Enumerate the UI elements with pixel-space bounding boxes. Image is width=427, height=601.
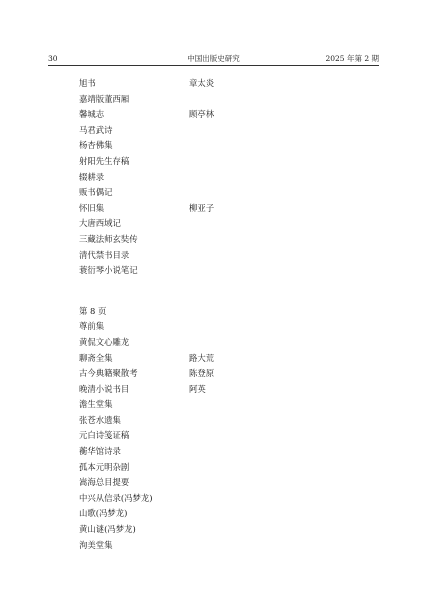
page-number: 30 (48, 54, 58, 63)
book-author: 顾亭林 (189, 109, 215, 120)
book-list-group-1 (79, 76, 215, 279)
book-title: 马君武诗 (79, 124, 113, 135)
book-list (79, 76, 215, 553)
list-item (79, 382, 206, 398)
book-title: 澹生堂集 (79, 399, 113, 410)
list-item (79, 475, 130, 491)
section-spacer (79, 279, 106, 304)
list-item (79, 154, 130, 170)
header-rule (48, 65, 379, 66)
list-item (79, 444, 121, 460)
journal-title: 中国出版史研究 (187, 54, 240, 63)
book-title: 古今典籍聚散考 (79, 368, 138, 379)
list-item (79, 232, 138, 248)
book-title: 张苍水遗集 (79, 414, 121, 425)
list-item (79, 460, 130, 476)
list-item (79, 263, 138, 279)
book-title: 清代禁书目录 (79, 249, 130, 260)
book-title: 贩书偶记 (79, 187, 113, 198)
list-item (79, 491, 153, 507)
list-item (79, 538, 113, 554)
book-title: 馨城志 (79, 109, 105, 120)
list-item (79, 216, 121, 232)
book-author: 路大荒 (189, 352, 215, 363)
issue-label: 2025 年第 2 期 (325, 54, 379, 63)
list-item (79, 397, 113, 413)
list-item (79, 107, 215, 123)
list-item (79, 248, 130, 264)
book-title: 蓑衍琴小说笔记 (79, 265, 138, 276)
book-title: 晚清小说书目 (79, 383, 130, 394)
book-title: 洵美堂集 (79, 539, 113, 550)
list-item (79, 351, 215, 367)
book-title: 元白诗笺证稿 (79, 430, 130, 441)
book-title: 大唐西域记 (79, 218, 121, 229)
list-item (79, 123, 113, 139)
list-item (79, 522, 136, 538)
book-title: 聊斋全集 (79, 352, 113, 363)
book-title: 三藏法师玄奘传 (79, 233, 138, 244)
list-item (79, 76, 215, 92)
book-author: 柳亚子 (189, 202, 215, 213)
book-list-group-2 (79, 319, 215, 553)
list-item (79, 428, 130, 444)
book-title: 山歌(冯梦龙) (79, 508, 128, 519)
book-title: 射阳先生存稿 (79, 155, 130, 166)
book-title: 孤本元明杂剧 (79, 461, 130, 472)
book-title: 尊前集 (79, 321, 105, 332)
book-title: 黄侃文心雕龙 (79, 336, 130, 347)
list-item (79, 138, 113, 154)
list-item (79, 185, 113, 201)
list-item (79, 413, 121, 429)
book-title: 怀旧集 (79, 202, 105, 213)
page-header (48, 54, 379, 66)
list-item (79, 335, 130, 351)
list-item (79, 366, 215, 382)
list-item (79, 319, 106, 335)
book-title: 嘉靖版董西厢 (79, 93, 130, 104)
book-author: 陈登原 (189, 368, 215, 379)
list-item (79, 506, 128, 522)
book-title: 嵩海总目提要 (79, 477, 130, 488)
book-title: 杨杏佛集 (79, 140, 113, 151)
list-item (79, 201, 215, 217)
section-heading: 第 8 页 (79, 305, 107, 316)
book-author: 阿英 (189, 383, 206, 394)
list-item (79, 92, 130, 108)
book-title: 中兴从信录(冯梦龙) (79, 492, 153, 503)
book-title: 旭书 (79, 78, 96, 88)
book-author: 章太炎 (189, 78, 215, 88)
book-title: 黄山谜(冯梦龙) (79, 524, 136, 535)
book-title: 蘅华馆诗录 (79, 446, 121, 457)
list-item (79, 170, 106, 186)
book-title: 辍耕录 (79, 171, 105, 182)
